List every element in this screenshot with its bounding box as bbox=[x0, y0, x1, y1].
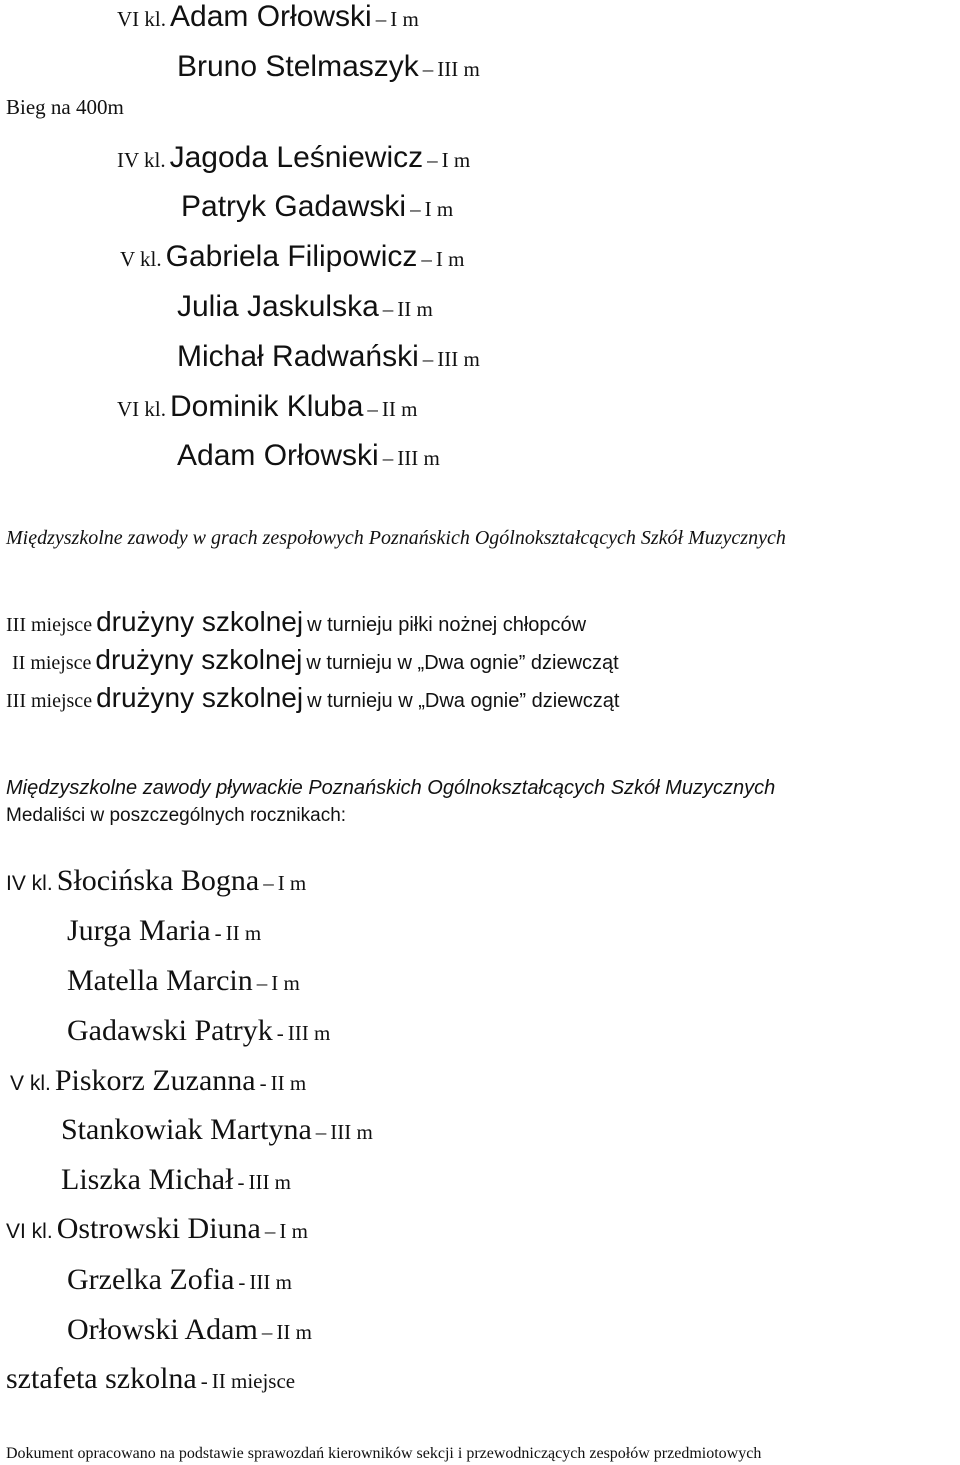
place: I m bbox=[424, 197, 454, 221]
separator: - bbox=[214, 921, 222, 945]
separator: – bbox=[367, 397, 378, 421]
athlete-name: Julia Jaskulska bbox=[177, 290, 379, 323]
class-label: VI kl. bbox=[117, 397, 166, 421]
result-line bbox=[177, 52, 480, 82]
place: II m bbox=[270, 1071, 307, 1095]
place: II miejsce bbox=[211, 1369, 296, 1393]
place: II m bbox=[225, 921, 262, 945]
separator: – bbox=[422, 347, 434, 371]
athlete-name: Ostrowski Diuna bbox=[56, 1212, 261, 1245]
athlete-name: Jurga Maria bbox=[67, 914, 211, 947]
team-name: drużyny szkolnej bbox=[96, 606, 304, 637]
separator: – bbox=[263, 871, 274, 895]
result-line bbox=[6, 1214, 308, 1244]
team-desc: w turnieju w „Dwa ognie” dziewcząt bbox=[306, 652, 619, 674]
team-place: III miejsce bbox=[6, 614, 93, 636]
result-line bbox=[61, 1115, 373, 1145]
team-place: II miejsce bbox=[12, 652, 92, 674]
athlete-name: Orłowski Adam bbox=[67, 1313, 258, 1346]
separator: – bbox=[422, 57, 434, 81]
separator: - bbox=[259, 1071, 267, 1095]
separator: – bbox=[382, 297, 394, 321]
separator: – bbox=[256, 971, 268, 995]
result-line bbox=[61, 1165, 291, 1195]
footer-note: Dokument opracowano na podstawie sprawozdań kierowników sekcji i przewodniczących zespołów przedmiotowych bbox=[6, 1445, 762, 1462]
place: II m bbox=[276, 1320, 312, 1344]
athlete-name: Michał Radwański bbox=[177, 340, 419, 373]
separator: – bbox=[375, 7, 387, 31]
result-line bbox=[67, 1016, 330, 1046]
athlete-name: Jagoda Leśniewicz bbox=[169, 141, 424, 174]
team-result-line bbox=[6, 684, 619, 712]
separator: - bbox=[237, 1170, 245, 1194]
class-label: V kl. bbox=[10, 1072, 51, 1095]
place: I m bbox=[277, 871, 307, 895]
place: III m bbox=[437, 347, 480, 371]
relay-name: sztafeta szkolna bbox=[6, 1362, 197, 1395]
athlete-name: Liszka Michał bbox=[61, 1163, 234, 1196]
separator: – bbox=[410, 197, 421, 221]
separator: – bbox=[315, 1120, 327, 1144]
place: I m bbox=[435, 247, 465, 271]
separator: – bbox=[427, 148, 438, 172]
team-desc: w turnieju piłki nożnej chłopców bbox=[307, 614, 587, 636]
class-label: IV kl. bbox=[6, 872, 53, 895]
result-line bbox=[181, 192, 453, 222]
place: III m bbox=[249, 1270, 292, 1294]
separator: – bbox=[421, 247, 432, 271]
section-heading-team-games: Międzyszkolne zawody w grach zespołowych Poznańskich Ogólnokształcących Szkół Muzycznych bbox=[6, 527, 786, 549]
team-result-line bbox=[12, 646, 619, 674]
result-line bbox=[177, 342, 480, 372]
place: II m bbox=[381, 397, 418, 421]
athlete-name: Piskorz Zuzanna bbox=[54, 1064, 256, 1097]
result-line bbox=[117, 392, 418, 422]
relay-result-line bbox=[6, 1364, 295, 1394]
result-line bbox=[67, 1315, 312, 1345]
athlete-name: Matella Marcin bbox=[67, 964, 253, 997]
section-heading-swimming: Międzyszkolne zawody pływackie Poznańskich Ogólnokształcących Szkół Muzycznych bbox=[6, 777, 776, 799]
place: III m bbox=[330, 1120, 373, 1144]
section-label-bieg: Bieg na 400m bbox=[6, 95, 124, 119]
class-label: VI kl. bbox=[117, 7, 166, 31]
result-line bbox=[67, 916, 261, 946]
athlete-name: Grzelka Zofia bbox=[67, 1263, 235, 1296]
result-line bbox=[177, 292, 433, 322]
place: III m bbox=[287, 1021, 331, 1045]
result-line bbox=[67, 966, 300, 996]
athlete-name: Gabriela Filipowicz bbox=[165, 240, 418, 273]
result-line bbox=[67, 1265, 292, 1295]
class-label: IV kl. bbox=[117, 148, 166, 172]
athlete-name: Bruno Stelmaszyk bbox=[177, 50, 419, 83]
separator: - bbox=[238, 1270, 246, 1294]
team-desc: w turnieju w „Dwa ognie” dziewcząt bbox=[307, 690, 620, 712]
separator: - bbox=[200, 1369, 208, 1393]
separator: – bbox=[261, 1320, 273, 1344]
result-line bbox=[6, 866, 306, 896]
swimming-subheading: Medaliści w poszczególnych rocznikach: bbox=[6, 805, 347, 826]
place: III m bbox=[248, 1170, 292, 1194]
team-result-line bbox=[6, 608, 586, 636]
result-line bbox=[177, 441, 440, 471]
athlete-name: Słocińska Bogna bbox=[56, 864, 260, 897]
team-name: drużyny szkolnej bbox=[95, 644, 303, 675]
athlete-name: Stankowiak Martyna bbox=[61, 1113, 312, 1146]
separator: - bbox=[276, 1021, 284, 1045]
athlete-name: Dominik Kluba bbox=[170, 390, 364, 423]
result-line bbox=[10, 1066, 306, 1096]
separator: – bbox=[382, 446, 394, 470]
result-line bbox=[117, 143, 470, 173]
athlete-name: Adam Orłowski bbox=[170, 0, 372, 33]
place: I m bbox=[279, 1219, 308, 1243]
athlete-name: Patryk Gadawski bbox=[181, 190, 407, 223]
class-label: V kl. bbox=[120, 247, 162, 271]
place: I m bbox=[390, 7, 419, 31]
place: III m bbox=[437, 57, 480, 81]
result-line bbox=[117, 2, 419, 32]
result-line bbox=[120, 242, 464, 272]
athlete-name: Gadawski Patryk bbox=[67, 1014, 273, 1047]
place: II m bbox=[397, 297, 433, 321]
class-label: VI kl. bbox=[6, 1220, 53, 1243]
team-place: III miejsce bbox=[6, 690, 93, 712]
place: I m bbox=[441, 148, 471, 172]
place: I m bbox=[271, 971, 300, 995]
place: III m bbox=[397, 446, 440, 470]
team-name: drużyny szkolnej bbox=[96, 682, 304, 713]
separator: – bbox=[264, 1219, 276, 1243]
athlete-name: Adam Orłowski bbox=[177, 439, 379, 472]
